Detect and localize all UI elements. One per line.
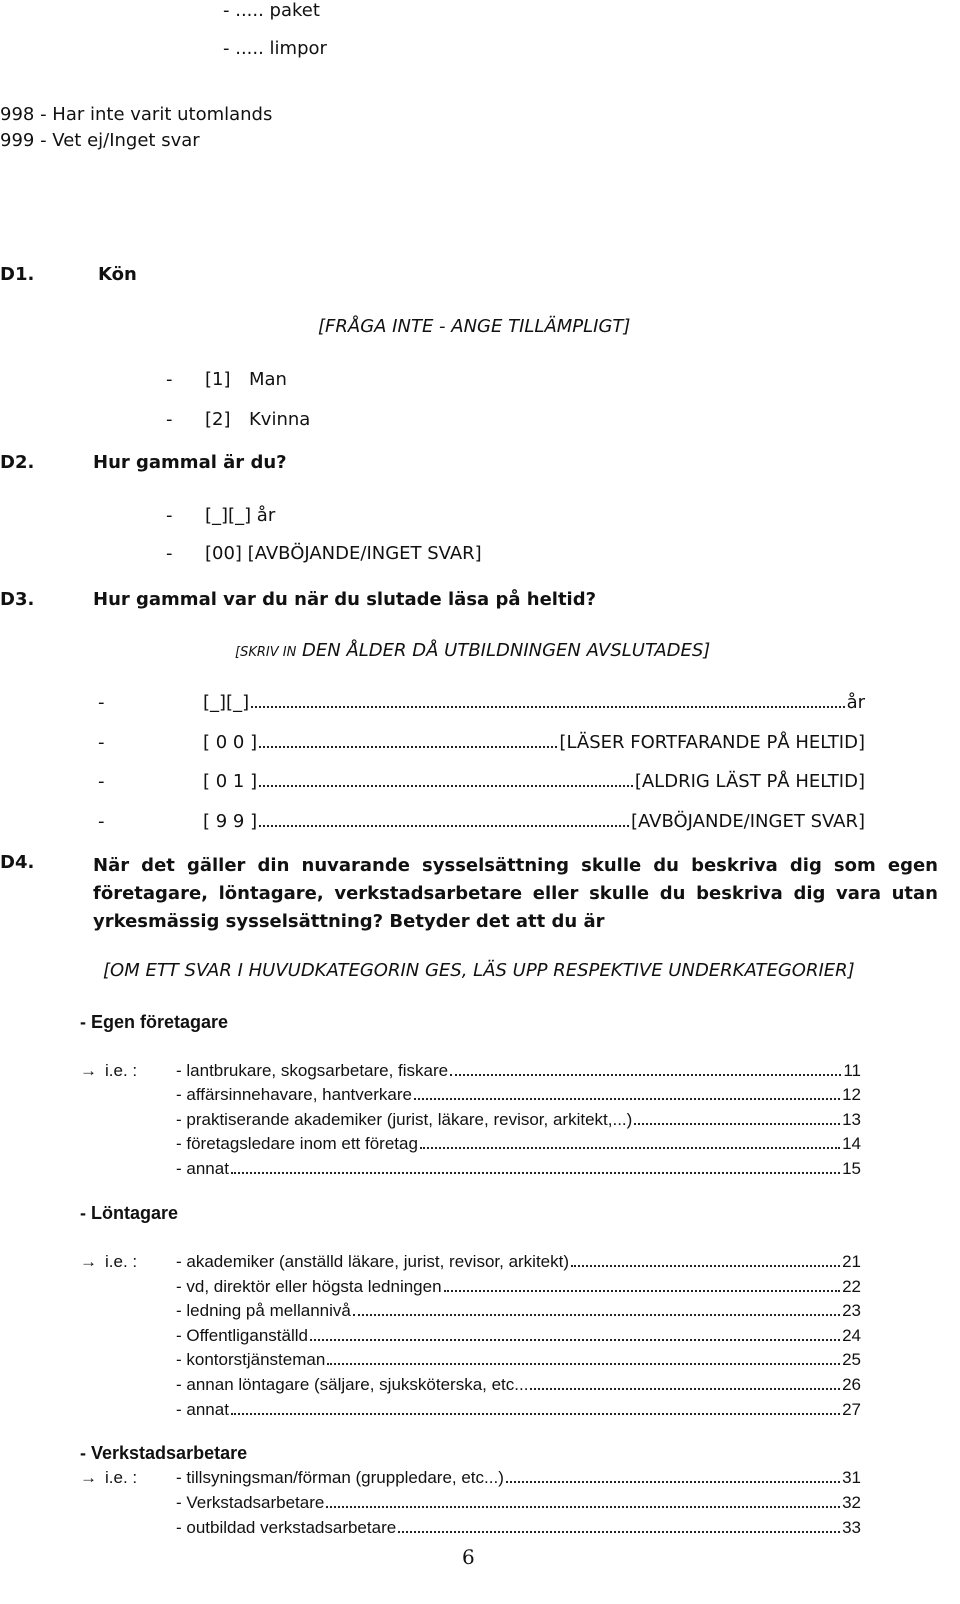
category-heading: - Verkstadsarbetare bbox=[80, 1443, 248, 1463]
subcategory-item bbox=[176, 1110, 861, 1130]
dot-leader bbox=[398, 1531, 840, 1533]
ie-marker bbox=[80, 1252, 137, 1272]
interviewer-instruction: [FRÅGA INTE - ANGE TILLÄMPLIGT] bbox=[318, 316, 631, 337]
dot-leader bbox=[326, 1506, 840, 1508]
subcategory-label: - praktiserande akademiker (jurist, läkare, revisor, arkitekt,...) bbox=[176, 1110, 633, 1129]
subcategory-item bbox=[176, 1518, 861, 1538]
option-leader-line bbox=[203, 771, 865, 792]
subcategory-label: - Offentliganställd bbox=[176, 1326, 308, 1345]
subcategory-item bbox=[176, 1468, 861, 1488]
question-text: Hur gammal är du? bbox=[93, 452, 287, 473]
subcategory-item bbox=[176, 1061, 861, 1081]
subcategory-label: - lantbrukare, skogsarbetare, fiskare bbox=[176, 1061, 449, 1080]
subcategory-label: - outbildad verkstadsarbetare bbox=[176, 1518, 397, 1537]
option-label: [ALDRIG LÄST PÅ HELTID] bbox=[634, 771, 865, 792]
subcategory-item bbox=[176, 1159, 861, 1179]
subcategory-code: 23 bbox=[842, 1301, 861, 1320]
subcategory-item bbox=[176, 1400, 861, 1420]
subcategory-label: - tillsyningsman/förman (gruppledare, etc...) bbox=[176, 1468, 504, 1487]
subcategory-code: 32 bbox=[842, 1493, 861, 1512]
category-heading: - Löntagare bbox=[80, 1203, 179, 1223]
dot-leader bbox=[310, 1339, 840, 1341]
instruction-part: [SKRIV IN bbox=[235, 645, 297, 660]
subcategory-label: - vd, direktör eller högsta ledningen bbox=[176, 1277, 442, 1296]
option-label: [AVBÖJANDE/INGET SVAR] bbox=[630, 811, 865, 832]
option-label: [00] [AVBÖJANDE/INGET SVAR] bbox=[205, 543, 482, 564]
page-number: 6 bbox=[462, 1545, 475, 1569]
option-leader-line bbox=[203, 732, 865, 753]
dot-leader bbox=[450, 1074, 841, 1076]
subcategory-item bbox=[176, 1277, 861, 1297]
option-leader-line bbox=[203, 692, 865, 713]
subcategory-code: 24 bbox=[842, 1326, 861, 1345]
subcategory-code: 21 bbox=[842, 1252, 861, 1271]
interviewer-instruction bbox=[235, 640, 710, 661]
dot-leader bbox=[251, 706, 844, 708]
subcategory-item bbox=[176, 1134, 861, 1154]
subcategory-code: 33 bbox=[842, 1518, 861, 1537]
subcategory-label: - ledning på mellannivå bbox=[176, 1301, 351, 1320]
option-dash: - bbox=[98, 811, 105, 832]
ie-label: i.e. : bbox=[105, 1061, 138, 1080]
subcategory-code: 25 bbox=[842, 1350, 861, 1369]
option-code: [ 0 1 ] bbox=[203, 771, 258, 792]
option-dash: - bbox=[166, 369, 173, 390]
option-dash: - bbox=[98, 732, 105, 753]
subcategory-code: 31 bbox=[842, 1468, 861, 1487]
subcategory-code: 27 bbox=[842, 1400, 861, 1419]
answer-code: 999 - Vet ej/Inget svar bbox=[0, 130, 200, 151]
question-number: D3. bbox=[0, 589, 35, 610]
dot-leader bbox=[634, 1123, 840, 1125]
dot-leader bbox=[530, 1388, 840, 1390]
subcategory-code: 26 bbox=[842, 1375, 861, 1394]
dot-leader bbox=[259, 825, 629, 827]
subcategory-label: - Verkstadsarbetare bbox=[176, 1493, 325, 1512]
category-heading: - Egen företagare bbox=[80, 1012, 229, 1032]
subcategory-label: - annan löntagare (säljare, sjuksköterska, etc... bbox=[176, 1375, 529, 1394]
question-number: D2. bbox=[0, 452, 35, 473]
option-dash: - bbox=[166, 543, 173, 564]
subcategory-label: - annat bbox=[176, 1400, 229, 1419]
subcategory-item bbox=[176, 1301, 861, 1321]
subcategory-item bbox=[176, 1350, 861, 1370]
option-code: [_][_] bbox=[203, 692, 250, 713]
subcategory-label: - företagsledare inom ett företag bbox=[176, 1134, 418, 1153]
option-code: [ 0 0 ] bbox=[203, 732, 258, 753]
dot-leader bbox=[571, 1265, 840, 1267]
option-code: [2] bbox=[205, 409, 231, 430]
option-code: [1] bbox=[205, 369, 231, 390]
arrow-right-icon: → bbox=[80, 1061, 97, 1080]
ie-marker bbox=[80, 1468, 137, 1488]
subcategory-code: 22 bbox=[842, 1277, 861, 1296]
question-text: När det gäller din nuvarande sysselsättning skulle du beskriva dig som egen företagare, löntagare, verkstadsarbetare eller skulle du beskriva dig vara utan yrkesmässig sysselsättning? Betyder det att du är bbox=[93, 855, 938, 932]
arrow-right-icon: → bbox=[80, 1468, 97, 1487]
subcategory-label: - annat bbox=[176, 1159, 229, 1178]
dot-leader bbox=[259, 785, 633, 787]
dot-leader bbox=[259, 746, 557, 748]
question-text: Hur gammal var du när du slutade läsa på heltid? bbox=[93, 589, 597, 610]
interviewer-instruction: [OM ETT SVAR I HUVUDKATEGORIN GES, LÄS UPP RESPEKTIVE UNDERKATEGORIER] bbox=[103, 960, 855, 981]
dot-leader bbox=[353, 1314, 840, 1316]
option-dash: - bbox=[98, 771, 105, 792]
dot-leader bbox=[231, 1413, 840, 1415]
option-label: [_][_] år bbox=[205, 505, 276, 526]
subcategory-item bbox=[176, 1326, 861, 1346]
dot-leader bbox=[506, 1481, 840, 1483]
option-dash: - bbox=[166, 505, 173, 526]
option-leader-line bbox=[203, 811, 865, 832]
list-item: - ..... limpor bbox=[223, 38, 327, 59]
list-item: - ..... paket bbox=[223, 0, 320, 21]
question-number: D1. bbox=[0, 264, 35, 285]
option-dash: - bbox=[166, 409, 173, 430]
subcategory-label: - kontorstjänsteman bbox=[176, 1350, 326, 1369]
ie-marker bbox=[80, 1061, 137, 1081]
option-code: [ 9 9 ] bbox=[203, 811, 258, 832]
ie-label: i.e. : bbox=[105, 1468, 138, 1487]
instruction-part: DEN ÅLDER DÅ UTBILDNINGEN AVSLUTADES] bbox=[296, 640, 711, 661]
question-number: D4. bbox=[0, 852, 35, 873]
subcategory-label: - akademiker (anställd läkare, jurist, revisor, arkitekt) bbox=[176, 1252, 570, 1271]
dot-leader bbox=[327, 1363, 840, 1365]
answer-code: 998 - Har inte varit utomlands bbox=[0, 104, 273, 125]
subcategory-item bbox=[176, 1375, 861, 1395]
option-dash: - bbox=[98, 692, 105, 713]
option-label: Man bbox=[249, 369, 287, 390]
dot-leader bbox=[444, 1290, 841, 1292]
dot-leader bbox=[420, 1147, 840, 1149]
option-label: [LÄSER FORTFARANDE PÅ HELTID] bbox=[559, 732, 865, 753]
question-text: Kön bbox=[98, 264, 137, 285]
subcategory-label: - affärsinnehavare, hantverkare bbox=[176, 1085, 412, 1104]
subcategory-code: 15 bbox=[842, 1159, 861, 1178]
subcategory-code: 14 bbox=[842, 1134, 861, 1153]
subcategory-item bbox=[176, 1252, 861, 1272]
option-label: Kvinna bbox=[249, 409, 311, 430]
subcategory-item bbox=[176, 1085, 861, 1105]
option-label: år bbox=[846, 692, 865, 713]
dot-leader bbox=[231, 1172, 840, 1174]
dot-leader bbox=[414, 1098, 840, 1100]
subcategory-code: 11 bbox=[843, 1061, 861, 1080]
ie-label: i.e. : bbox=[105, 1252, 138, 1271]
subcategory-code: 13 bbox=[842, 1110, 861, 1129]
subcategory-item bbox=[176, 1493, 861, 1513]
arrow-right-icon: → bbox=[80, 1252, 97, 1271]
subcategory-code: 12 bbox=[842, 1085, 861, 1104]
